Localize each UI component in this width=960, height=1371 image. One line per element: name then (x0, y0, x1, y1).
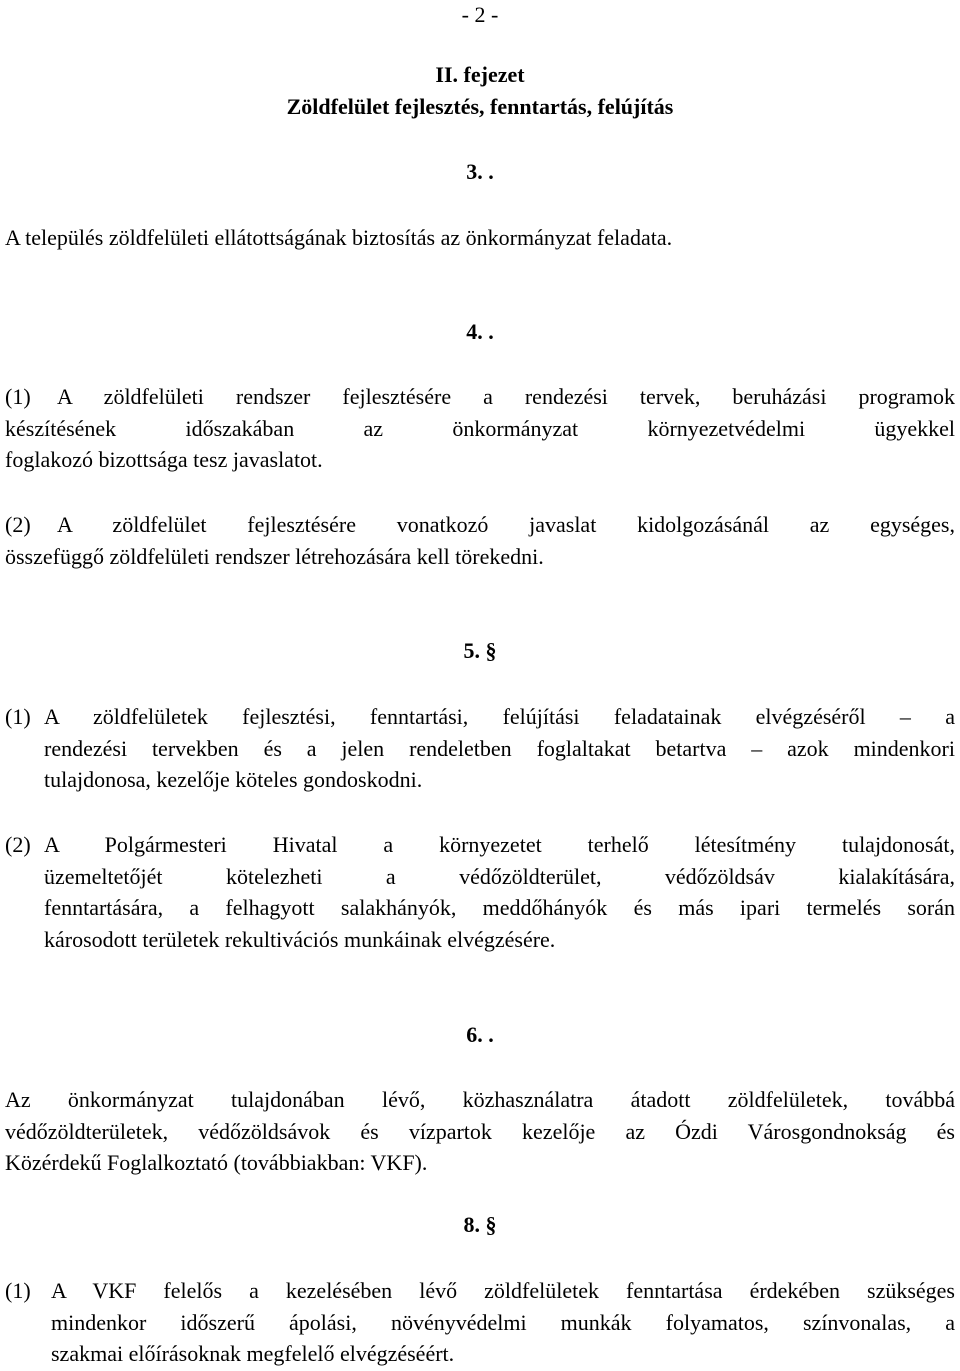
section-3-paragraph (5, 222, 955, 254)
paragraph-line: fenntartására, a felhagyott salakhányók, meddőhányók és más ipari termelés során (44, 895, 955, 920)
paragraph-line: A VKF felelős a kezelésében lévő zöldfelületek fenntartása érdekében szükséges (51, 1278, 955, 1303)
paragraph-line: mindenkor időszerű ápolási, növényvédelmi munkák folyamatos, színvonalas, a (51, 1309, 955, 1335)
page-number: - 2 - (461, 2, 499, 27)
section-heading-4: 4. . (466, 319, 494, 344)
paragraph-number: (1) (5, 384, 31, 409)
section-5-paragraph-1 (44, 701, 955, 796)
paragraph-number: (1) (5, 704, 31, 729)
section-5-paragraph-2 (44, 829, 955, 955)
chapter-title: Zöldfelület fejlesztés, fenntartás, felújítás (286, 94, 674, 119)
paragraph-line: foglakozó bizottsága tesz javaslatot. (5, 447, 323, 472)
paragraph-line: összefüggő zöldfelületi rendszer létrehozására kell törekedni. (5, 543, 544, 569)
paragraph-line: A település zöldfelületi ellátottságának biztosítás az önkormányzat feladata. (5, 225, 673, 250)
paragraph-number: (2) (5, 832, 31, 857)
section-heading-6: 6. . (466, 1022, 494, 1047)
paragraph-line: védőzöldterületek, védőzöldsávok és vízpartok kezelője az Ózdi Városgondnokság és (5, 1118, 955, 1144)
paragraph-line: Közérdekű Foglalkoztató (továbbiakban: VKF). (5, 1150, 428, 1175)
paragraph-line: A zöldfelületi rendszer fejlesztésére a rendezési tervek, beruházási programok (57, 384, 955, 409)
paragraph-line: Az önkormányzat tulajdonában lévő, közhasználatra átadott zöldfelületek, továbbá (5, 1087, 955, 1112)
chapter-number: II. fejezet (435, 62, 525, 87)
section-8-paragraph-1 (51, 1275, 955, 1370)
section-heading-8: 8. § (463, 1212, 497, 1237)
paragraph-line: tulajdonosa, kezelője köteles gondoskodni. (44, 767, 423, 792)
section-4-paragraph-2 (5, 509, 955, 572)
section-heading-3: 3. . (466, 159, 494, 184)
section-6-paragraph (5, 1084, 955, 1179)
paragraph-line: károsodott területek rekultivációs munkáinak elvégzésére. (44, 926, 556, 952)
paragraph-line: szakmai előírásoknak megfelelő elvégzéséért. (51, 1341, 455, 1366)
paragraph-number: (1) (5, 1278, 31, 1303)
paragraph-line: készítésének időszakában az önkormányzat környezetvédelmi ügyekkel (5, 415, 955, 441)
section-4-paragraph-1 (5, 381, 955, 476)
paragraph-line: A zöldfelületek fejlesztési, fenntartási, felújítási feladatainak elvégzéséről – a (44, 704, 955, 729)
paragraph-line: üzemeltetőjét kötelezheti a védőzöldterület, védőzöldsáv kialakítására, (44, 863, 955, 889)
paragraph-line: A Polgármesteri Hivatal a környezetet terhelő létesítmény tulajdonosát, (44, 832, 955, 857)
paragraph-line: A zöldfelület fejlesztésére vonatkozó javaslat kidolgozásánál az egységes, (57, 512, 955, 537)
section-heading-5: 5. § (463, 638, 497, 663)
paragraph-line: rendezési tervekben és a jelen rendeletben foglaltakat betartva – azok mindenkori (44, 735, 955, 761)
paragraph-number: (2) (5, 512, 31, 537)
